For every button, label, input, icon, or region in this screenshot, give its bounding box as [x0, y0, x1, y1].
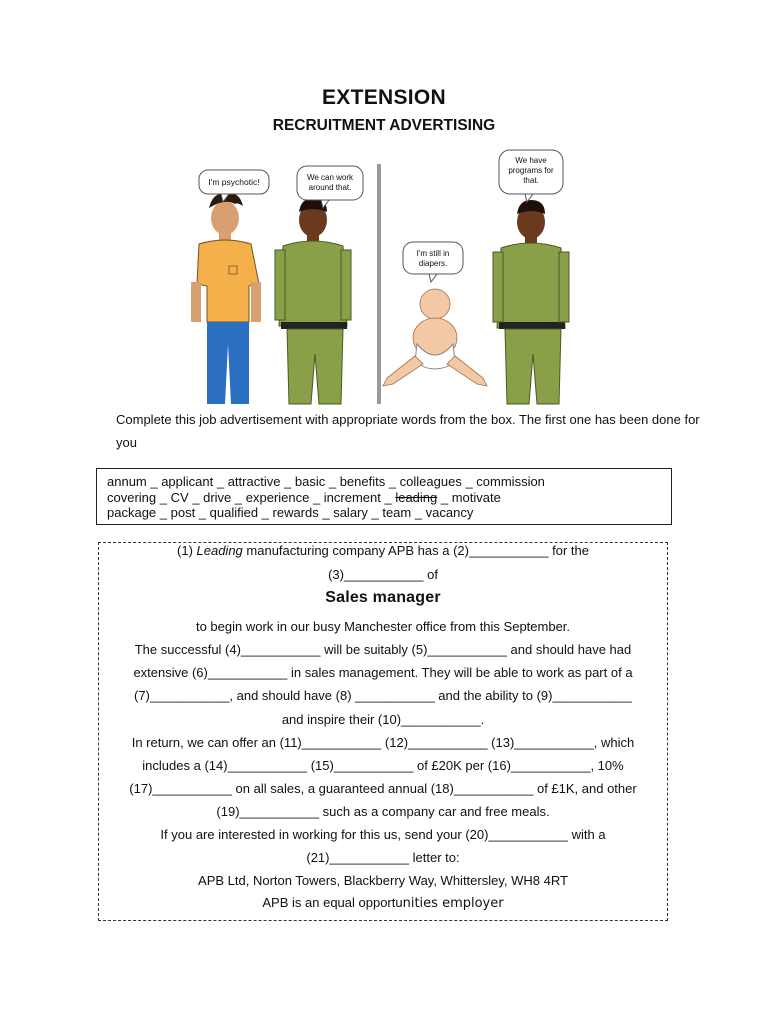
page-title: EXTENSION: [321, 86, 447, 109]
bubble-text: programs for: [508, 166, 554, 175]
company-address: APB Ltd, Norton Towers, Blackberry Way, Whittersley, WH8 4RT: [198, 873, 568, 888]
word-box-line-2: [107, 490, 661, 506]
job-title-heading: Sales manager: [325, 589, 441, 606]
word-box: [96, 468, 672, 525]
bubble-text: around that.: [308, 183, 352, 192]
advert-line-13: (21)___________ letter to:: [306, 850, 460, 865]
soldier-figure-left: [275, 198, 351, 404]
word-box-line-1: annum _ applicant _ attractive _ basic _ benefits _ colleagues _ commission: [107, 474, 545, 489]
bubble-text: We have: [515, 156, 547, 165]
divider-pole: [377, 164, 381, 404]
advert-line-8: In return, we can offer an (11)___________ (12)___________ (13)___________, which: [131, 735, 635, 750]
equal-opportunities-start: APB is an equal opportu: [262, 895, 403, 910]
advert-line-3: to begin work in our busy Manchester office from this September.: [195, 619, 571, 634]
civilian-man-figure: [191, 193, 261, 404]
word-box-line-2-end: _ motivate: [437, 489, 501, 505]
word-box-line-2-start: covering _ CV _ drive _ experience _ increment _: [107, 489, 396, 505]
advert-line-1-rest: manufacturing company APB has a (2)___________ for the: [242, 543, 589, 558]
baby-figure: [383, 289, 487, 386]
bubble-text: that.: [523, 176, 539, 185]
advert-line-2: (3)___________ of: [328, 567, 438, 582]
advert-line-7: and inspire their (10)___________.: [281, 712, 485, 727]
advert-line-1-number: (1): [177, 543, 197, 558]
struck-word: leading: [395, 489, 438, 505]
speech-bubble-diapers: [403, 242, 463, 282]
bubble-text: We can work: [306, 173, 354, 182]
page-subtitle: RECRUITMENT ADVERTISING: [272, 117, 496, 134]
advert-line-9: includes a (14)___________ (15)___________ of £20K per (16)___________, 10%: [142, 758, 624, 773]
bubble-text: I'm still in: [416, 249, 450, 258]
speech-bubble-programs: [499, 150, 563, 202]
equal-opportunities-line: [99, 895, 667, 911]
instructions-text: Complete this job advertisement with appropriate words from the box. The first one has been done for you: [116, 412, 700, 450]
cartoon-illustration: [185, 146, 583, 406]
advert-line-11: (19)___________ such as a company car and free meals.: [216, 804, 550, 819]
equal-opportunities-end: nities employer: [402, 896, 504, 911]
advert-line-5: extensive (6)___________ in sales management. They will be able to work as part of a: [133, 665, 633, 680]
advert-line-1: [99, 543, 667, 558]
advert-line-4: The successful (4)___________ will be suitably (5)___________ and should have had: [134, 642, 632, 657]
advert-line-6: (7)___________, and should have (8) ___________ and the ability to (9)___________: [133, 688, 632, 703]
example-answer: Leading: [196, 543, 243, 558]
bubble-text: I'm psychotic!: [208, 177, 260, 187]
word-box-line-3: package _ post _ qualified _ rewards _ salary _ team _ vacancy: [107, 505, 474, 520]
soldier-figure-right: [493, 200, 569, 404]
advert-line-12: If you are interested in working for this us, send your (20)___________ with a: [160, 827, 606, 842]
job-advertisement: [98, 542, 668, 921]
advert-line-10: (17)___________ on all sales, a guaranteed annual (18)___________ of £1K, and other: [129, 781, 637, 796]
bubble-text: diapers.: [418, 259, 448, 268]
